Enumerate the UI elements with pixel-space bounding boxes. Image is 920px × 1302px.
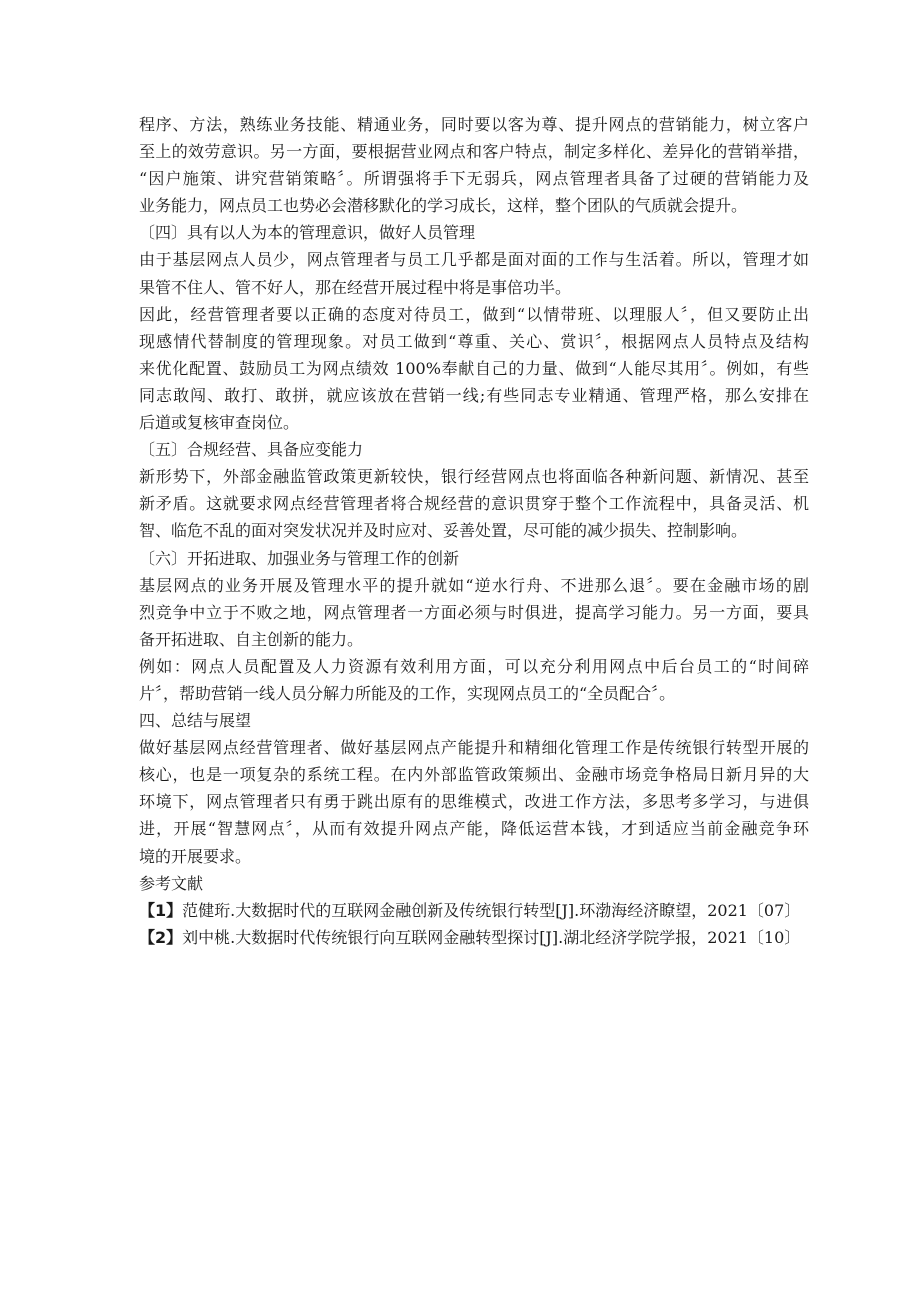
paragraph [139,246,809,300]
heading-text: 〔四〕具有以人为本的管理意识，做好人员管理 [139,223,476,243]
text-line: 例如：网点人员配置及人力资源有效利用方面，可以充分利用网点中后台员工的“时间碎 [139,656,809,676]
text-line: “因户施策、讲究营销策略〞。所谓强将手下无弱兵，网点管理者具备了过硬的营销能力及 [139,169,809,189]
text-line: 现感情代替制度的管理现象。对员工做到“尊重、关心、赏识〞，根据网点人员特点及结构 [139,331,809,351]
text-line: 至上的效劳意识。另一方面，要根据营业网点和客户特点，制定多样化、差异化的营销举措， [139,142,809,162]
reference-item [139,924,809,951]
section-heading [139,545,809,572]
text-line: 同志敢闯、敢打、敢拼，就应该放在营销一线;有些同志专业精通、管理严格，那么安排在 [139,385,809,405]
section-heading [139,219,809,246]
text-line: 由于基层网点人员少，网点管理者与员工几乎都是面对面的工作与生活着。所以，管理才如 [139,250,809,270]
text-line: 进，开展“智慧网点〞，从而有效提升网点产能，降低运营本钱，才到适应当前金融竞争环 [139,819,809,839]
document-body [139,111,809,951]
reference-text: 范健珩.大数据时代的互联网金融创新及传统银行转型[J].环渤海经济瞭望，2021〔07〕 [182,900,801,920]
paragraph [139,653,809,707]
text-line: 业务能力，网点员工也势必会潜移默化的学习成长，这样，整个团队的气质就会提升。 [139,196,748,216]
section-title [139,707,809,734]
reference-item [139,897,809,924]
heading-text: 〔六〕开拓进取、加强业务与管理工作的创新 [139,548,460,568]
references-list [139,897,809,951]
text-line: 做好基层网点经营管理者、做好基层网点产能提升和精细化管理工作是传统银行转型开展的 [139,738,809,758]
text-line: 新矛盾。这就要求网点经营管理者将合规经营的意识贯穿于整个工作流程中，具备灵活、机 [139,494,809,514]
paragraph [139,734,809,869]
text-line: 片〞，帮助营销一线人员分解力所能及的工作，实现网点员工的“全员配合〞。 [139,683,676,703]
text-line: 核心，也是一项复杂的系统工程。在内外部监管政策频出、金融市场竞争格局日新月异的大 [139,765,809,785]
text-line: 果管不住人、管不好人，那在经营开展过程中将是事倍功半。 [139,277,572,297]
text-line: 程序、方法，熟练业务技能、精通业务，同时要以客为尊、提升网点的营销能力，树立客户 [139,115,809,134]
paragraph [139,111,809,219]
reference-label: 【1】 [139,900,183,920]
text-line: 境的开展要求。 [139,846,252,866]
reference-label: 【2】 [139,927,183,947]
heading-text: 参考文献 [139,873,204,893]
text-line: 后道或复核审查岗位。 [139,413,300,433]
text-line: 备开拓进取、自主创新的能力。 [139,629,364,649]
text-line: 环境下，网点管理者只有勇于跳出原有的思维模式，改进工作方法，多思考多学习，与进俱 [139,792,809,812]
paragraph [139,572,809,653]
reference-text: 刘中桃.大数据时代传统银行向互联网金融转型探讨[J].湖北经济学院学报，2021〔10〕 [182,927,801,947]
heading-text: 〔五〕合规经营、具备应变能力 [139,440,364,460]
text-line: 基层网点的业务开展及管理水平的提升就如“逆水行舟、不进那么退〞。要在金融市场的剧 [139,575,809,595]
text-line: 新形势下，外部金融监管政策更新较快，银行经营网点也将面临各种新问题、新情况、甚至 [139,467,809,487]
heading-text: 四、总结与展望 [139,711,252,731]
text-line: 智、临危不乱的面对突发状况并及时应对、妥善处置，尽可能的减少损失、控制影响。 [139,521,748,541]
references-title [139,870,809,897]
text-line: 烈竞争中立于不败之地，网点管理者一方面必须与时俱进，提高学习能力。另一方面，要具 [139,602,809,622]
text-line: 因此，经营管理者要以正确的态度对待员工，做到“以情带班、以理服人〞，但又要防止出 [139,304,809,324]
section-heading [139,436,809,463]
paragraph [139,301,809,436]
text-line: 来优化配置、鼓励员工为网点绩效 100%奉献自己的力量、做到“人能尽其用〞。例如，有些 [139,358,809,378]
paragraph [139,463,809,544]
